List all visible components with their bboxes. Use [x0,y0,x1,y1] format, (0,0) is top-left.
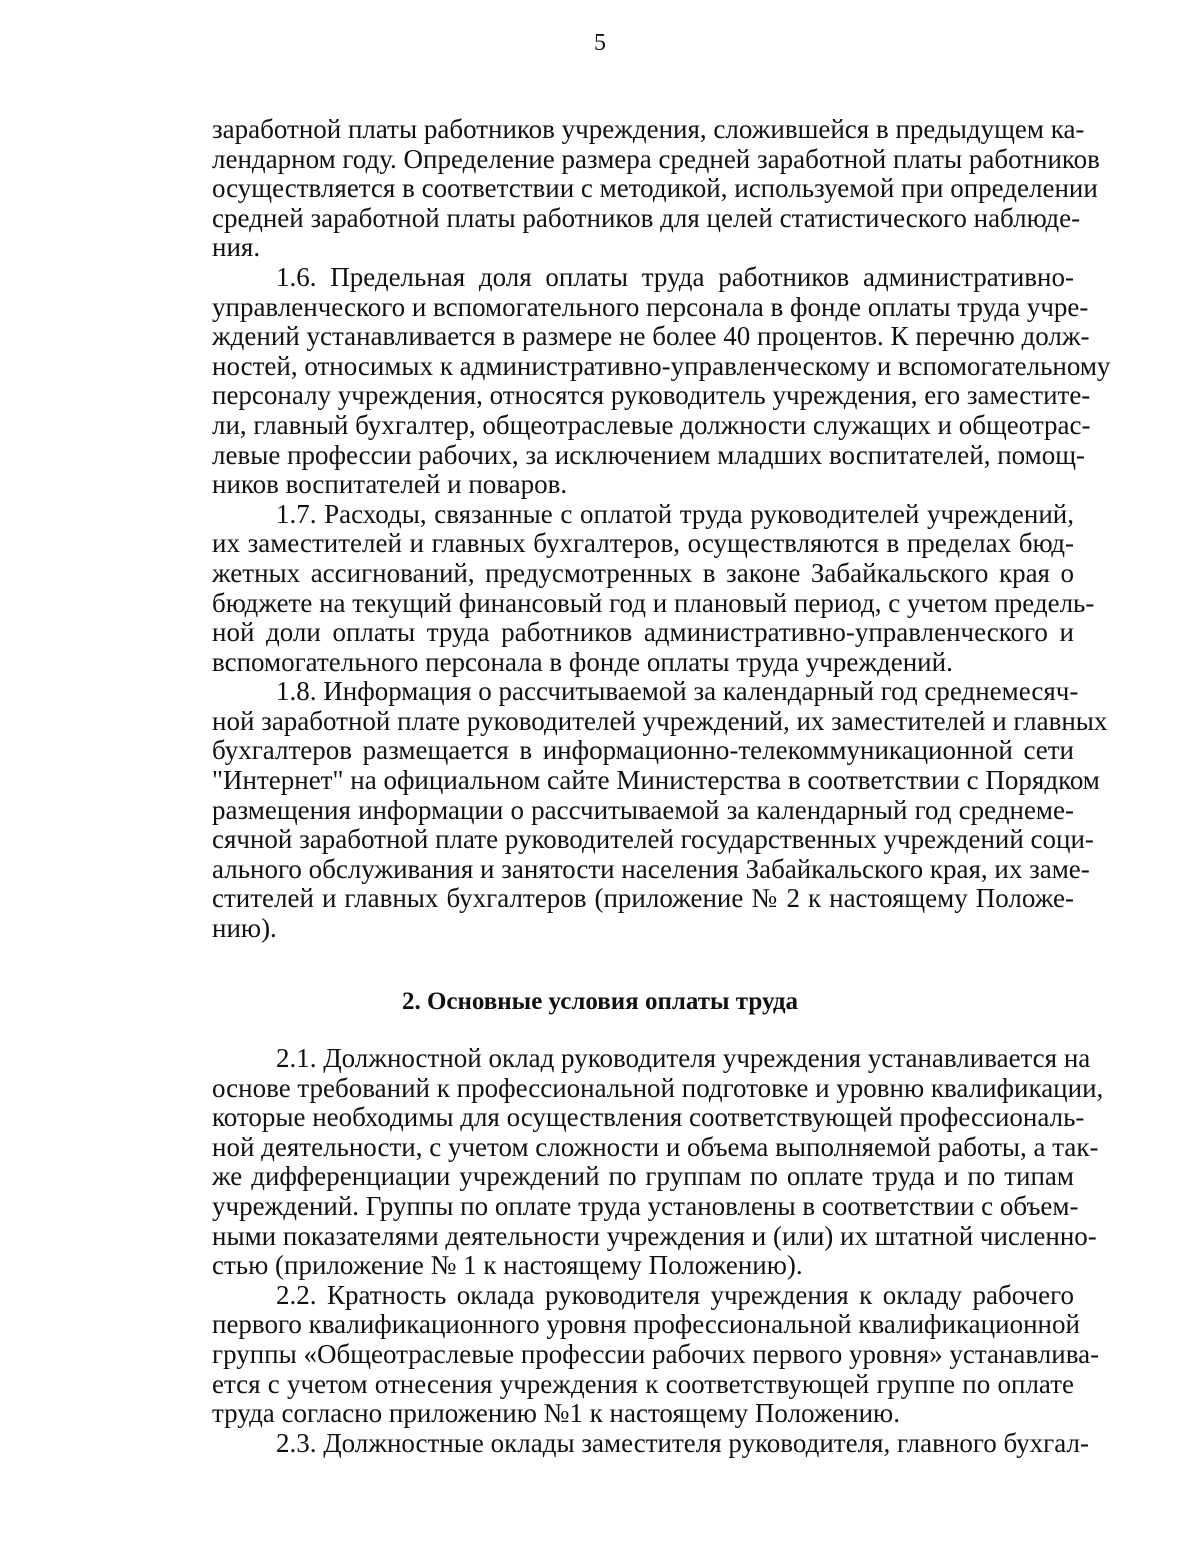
text-line: ния. [212,232,261,263]
text-line: лендарном году. Определение размера средней заработной платы работников [212,143,1100,174]
text-line: учреждений. Группы по оплате труда установлены в соответствии с объем- [212,1190,1079,1221]
text-line: левые профессии рабочих, за исключением младших воспитателей, помощ- [212,439,1085,470]
text-line: ников воспитателей и поваров. [212,469,568,500]
text-line: 1.6. Предельная доля оплаты труда работников административно- [276,261,1074,292]
text-line: стителей и главных бухгалтеров (приложение № 2 к настоящему Положе- [212,883,1074,914]
text-line: ется с учетом отнесения учреждения к соответствующей группе по оплате [212,1368,1074,1399]
text-line: их заместителей и главных бухгалтеров, осуществляются в пределах бюд- [212,528,1074,559]
page-number: 5 [594,30,606,56]
text-line: которые необходимы для осуществления соответствующей профессиональ- [212,1102,1085,1133]
text-line: заработной платы работников учреждения, сложившейся в предыдущем ка- [212,114,1085,144]
text-line: стью (приложение № 1 к настоящему Положению). [212,1250,803,1281]
section-heading: 2. Основные условия оплаты труда [401,988,799,1015]
text-line: жетных ассигнований, предусмотренных в законе Забайкальского края о [212,557,1074,588]
text-line: ального обслуживания и занятости населения Забайкальского края, их заме- [212,853,1090,884]
text-line: ностей, относимых к административно-управленческому и вспомогательному [212,350,1111,381]
text-line: ждений устанавливается в размере не более 40 процентов. К перечню долж- [212,321,1090,352]
text-line: ли, главный бухгалтер, общеотраслевые должности служащих и общеотрас- [212,409,1091,440]
text-line: бухгалтеров размещается в информационно-телекоммуникационной сети [212,735,1074,766]
text-line: "Интернет" на официальном сайте Министерства в соответствии с Порядком [212,765,1100,796]
text-line: 1.8. Информация о рассчитываемой за календарный год среднемесяч- [276,676,1079,707]
text-line: ной доли оплаты труда работников административно-управленческого и [212,617,1074,648]
text-line: же дифференциации учреждений по группам по оплате труда и по типам [212,1161,1074,1192]
text-line: бюджете на текущий финансовый год и плановый период, с учетом предель- [212,587,1095,618]
text-line: вспомогательного персонала в фонде оплаты труда учреждений. [212,646,953,677]
text-line: 2.3. Должностные оклады заместителя руководителя, главного бухгал- [276,1427,1089,1458]
text-line: ными показателями деятельности учреждения и (или) их штатной численно- [212,1220,1097,1251]
text-line: 2.2. Кратность оклада руководителя учреждения к окладу рабочего [276,1279,1074,1310]
text-line: 1.7. Расходы, связанные с оплатой труда руководителей учреждений, [276,498,1074,529]
text-line: труда согласно приложению №1 к настоящему Положению. [212,1398,900,1429]
text-line: первого квалификационного уровня профессиональной квалификационной [212,1309,1080,1340]
text-line: персоналу учреждения, относятся руководитель учреждения, его заместите- [212,380,1091,411]
text-block-section-2 [212,1043,1104,1458]
text-line: ной деятельности, с учетом сложности и объема выполняемой работы, а так- [212,1131,1099,1162]
text-line: сячной заработной плате руководителей государственных учреждений соци- [212,824,1094,855]
text-line: 2.1. Должностной оклад руководителя учреждения устанавливается на [276,1043,1091,1073]
text-line: основе требований к профессиональной подготовке и уровню квалификации, [212,1072,1104,1103]
text-line: группы «Общеотраслевые професcии рабочих первого уровня» устанавлива- [212,1338,1100,1369]
text-block-section-1 [212,114,1111,944]
text-line: размещения информации о рассчитываемой за календарный год среднеме- [212,794,1074,825]
text-line: ной заработной плате руководителей учреждений, их заместителей и главных [212,705,1108,736]
text-line: средней заработной платы работников для целей статистического наблюде- [212,202,1081,233]
text-line: осуществляется в соответствии с методикой, используемой при определении [212,173,1098,204]
text-line: управленческого и вспомогательного персонала в фонде оплаты труда учре- [212,291,1089,322]
text-line: нию). [212,913,277,944]
